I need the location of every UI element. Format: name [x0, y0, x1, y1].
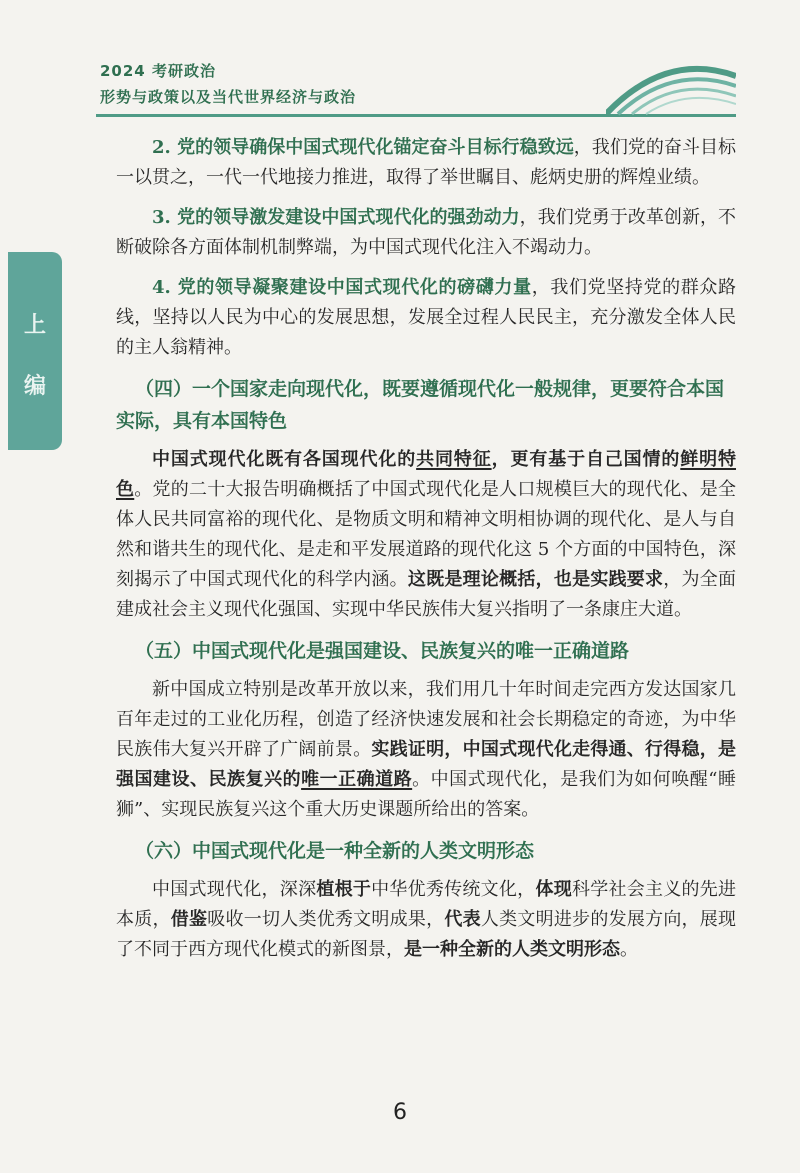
- text-span: 中国式现代化，深深: [152, 879, 317, 900]
- body-text: [116, 133, 736, 975]
- section-6-paragraph: [116, 875, 736, 965]
- bold-phrase: 代表: [444, 909, 481, 930]
- underlined-term: 唯一正确道路: [301, 769, 413, 790]
- underlined-term: 共同特征: [416, 449, 492, 470]
- text-span: 科学社会主义的先进本质，: [116, 879, 737, 930]
- text-span: 。党的二十大报告明确概括了中国式现代化是人口规模巨大的现代化、是全体人民共同富裕的现代化、是物质文明和精神文明相协调的现代化、是人与自然和谐共生的现代化、是走和平发展道路的现代化这 5 个方面的中国特色，深刻揭示了中国式现代化的科学内涵。: [116, 479, 737, 590]
- text-span: 中国式现代化既有各国现代化的: [152, 449, 417, 470]
- text-span: 。中国式现代化，是我们为如何唤醒“睡狮”、实现民族复兴这个重大历史课题所给出的答案。: [116, 769, 737, 820]
- bold-phrase: 实践证明，中国式现代化走得通、行得稳，是强国建设、民族复兴的: [116, 739, 737, 790]
- section-heading-4: （四）一个国家走向现代化，既要遵循现代化一般规律，更要符合本国实际，具有本国特色: [116, 378, 725, 432]
- point-number: 3.: [152, 207, 178, 228]
- point-lead: 党的领导凝聚建设中国式现代化的磅礴力量: [177, 277, 532, 298]
- section-heading-6: （六）中国式现代化是一种全新的人类文明形态: [135, 840, 535, 862]
- page-number: 6: [393, 1100, 407, 1125]
- point-text: ，我们党的奋斗目标一以贯之，一代一代地接力推进，取得了举世瞩目、彪炳史册的辉煌业绩。: [116, 137, 737, 188]
- point-lead: 党的领导确保中国式现代化锚定奋斗目标行稳致远: [177, 137, 574, 158]
- text-span: 新中国成立特别是改革开放以来，我们用几十年时间走完西方发达国家几百年走过的工业化历程，创造了经济快速发展和社会长期稳定的奇迹，为中华民族伟大复兴开辟了广阔前景。: [116, 679, 736, 760]
- point-text: ，我们党坚持党的群众路线，坚持以人民为中心的发展思想，发展全过程人民民主，充分激发全体人民的主人翁精神。: [116, 277, 737, 358]
- running-header: [96, 56, 736, 126]
- text-span: ，为全面建成社会主义现代化强国、实现中华民族伟大复兴指明了一条康庄大道。: [116, 569, 737, 620]
- volume-tab-char1: 上: [23, 313, 46, 338]
- section-heading-5: （五）中国式现代化是强国建设、民族复兴的唯一正确道路: [135, 640, 630, 662]
- text-span: 人类文明进步的发展方向，展现了不同于西方现代化模式的新图景，: [116, 909, 737, 960]
- section-4-paragraph: [116, 445, 736, 625]
- bold-phrase: 是一种全新的人类文明形态: [404, 939, 620, 960]
- text-span: 吸收一切人类优秀文明成果，: [207, 909, 445, 930]
- underlined-term: 鲜明特色: [116, 449, 737, 500]
- header-arc-decoration: [606, 56, 736, 118]
- point-4: [116, 273, 736, 363]
- bold-phrase: 这既是理论概括，也是实践要求: [407, 569, 664, 590]
- point-2: [116, 133, 736, 193]
- bold-phrase: 植根于: [316, 879, 372, 900]
- volume-tab-char2: 编: [23, 374, 46, 399]
- point-number: 2.: [152, 137, 178, 158]
- point-3: [116, 203, 736, 263]
- text-span: ，更有基于自己国情的: [491, 449, 681, 470]
- section-5-paragraph: [116, 675, 736, 825]
- point-number: 4.: [152, 277, 178, 298]
- point-text: ，我们党勇于改革创新，不断破除各方面体制机制弊端，为中国式现代化注入不竭动力。: [116, 207, 737, 258]
- bold-phrase: 借鉴: [170, 909, 208, 930]
- bold-phrase: 体现: [535, 879, 572, 900]
- text-span: 。: [620, 939, 638, 960]
- header-title-line2: 形势与政策以及当代世界经济与政治: [100, 88, 357, 106]
- header-title-line1: 2024 考研政治: [100, 62, 216, 80]
- volume-tab: [8, 252, 62, 450]
- point-lead: 党的领导激发建设中国式现代化的强劲动力: [177, 207, 520, 228]
- text-span: 中华优秀传统文化，: [371, 879, 536, 900]
